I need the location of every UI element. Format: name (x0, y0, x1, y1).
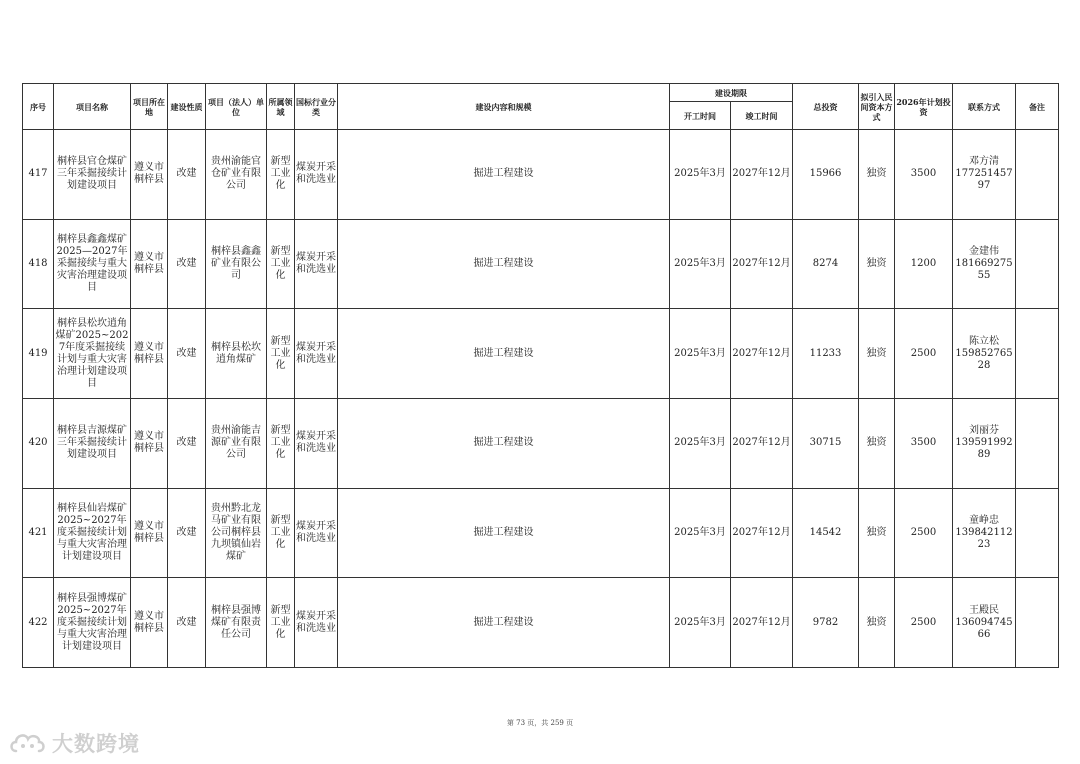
cell-remark (1016, 130, 1059, 220)
cell-project-name: 桐梓县松坎逍角煤矿2025~2027年度采掘接续计划与重大灾害治理计划建设项目 (54, 309, 131, 399)
cell-private-capital: 独资 (859, 130, 895, 220)
cell-industry: 煤炭开采和洗选业 (295, 219, 338, 309)
header-plan-2026: 2026年计划投资 (895, 84, 953, 130)
cell-location: 遵义市桐梓县 (131, 219, 168, 309)
contact-phone: 13609474566 (955, 616, 1013, 640)
contact-name: 金建伟 (969, 245, 999, 257)
cell-location: 遵义市桐梓县 (131, 488, 168, 578)
cell-plan-2026: 3500 (895, 398, 953, 488)
cell-seq: 420 (23, 398, 54, 488)
cell-plan-2026: 1200 (895, 219, 953, 309)
cell-end: 2027年12月 (731, 130, 793, 220)
cell-project-name: 桐梓县吉源煤矿三年采掘接续计划建设项目 (54, 398, 131, 488)
cell-location: 遵义市桐梓县 (131, 309, 168, 399)
cell-investment: 8274 (793, 219, 859, 309)
cell-remark (1016, 219, 1059, 309)
header-start: 开工时间 (670, 102, 731, 130)
cell-nature: 改建 (168, 578, 206, 668)
cell-content: 掘进工程建设 (338, 219, 670, 309)
header-end: 竣工时间 (731, 102, 793, 130)
cell-private-capital: 独资 (859, 398, 895, 488)
cell-plan-2026: 3500 (895, 130, 953, 220)
table-row (23, 219, 1059, 309)
header-industry: 国标行业分类 (295, 84, 338, 130)
cell-seq: 419 (23, 309, 54, 399)
table-row (23, 578, 1059, 668)
cell-private-capital: 独资 (859, 578, 895, 668)
cell-contact (953, 130, 1016, 220)
cell-nature: 改建 (168, 219, 206, 309)
contact-phone: 13959199289 (955, 437, 1013, 461)
cell-plan-2026: 2500 (895, 309, 953, 399)
cell-legal-unit: 桐梓县强博煤矿有限责任公司 (206, 578, 267, 668)
cell-content: 掘进工程建设 (338, 488, 670, 578)
cell-content: 掘进工程建设 (338, 578, 670, 668)
watermark-text: 大数跨境 (52, 732, 140, 756)
cell-investment: 14542 (793, 488, 859, 578)
cell-nature: 改建 (168, 398, 206, 488)
header-contact: 联系方式 (953, 84, 1016, 130)
cell-remark (1016, 488, 1059, 578)
cell-start: 2025年3月 (670, 578, 731, 668)
cell-remark (1016, 309, 1059, 399)
cell-investment: 11233 (793, 309, 859, 399)
cell-content: 掘进工程建设 (338, 309, 670, 399)
cell-location: 遵义市桐梓县 (131, 398, 168, 488)
header-seq: 序号 (23, 84, 54, 130)
cell-start: 2025年3月 (670, 309, 731, 399)
cell-seq: 417 (23, 130, 54, 220)
project-table (22, 83, 1059, 668)
header-location: 项目所在地 (131, 84, 168, 130)
cell-seq: 422 (23, 578, 54, 668)
cell-end: 2027年12月 (731, 578, 793, 668)
contact-name: 陈立松 (969, 335, 999, 347)
cell-start: 2025年3月 (670, 488, 731, 578)
cell-contact (953, 578, 1016, 668)
watermark (8, 728, 140, 758)
contact-phone: 17725145797 (955, 168, 1013, 192)
cell-remark (1016, 578, 1059, 668)
header-content: 建设内容和规模 (338, 84, 670, 130)
cell-content: 掘进工程建设 (338, 398, 670, 488)
cell-industry: 煤炭开采和洗选业 (295, 398, 338, 488)
contact-name: 王殿民 (969, 604, 999, 616)
cell-seq: 421 (23, 488, 54, 578)
contact-name: 童峥忠 (969, 514, 999, 526)
header-remark: 备注 (1016, 84, 1059, 130)
header-legal-unit: 项目（法人）单位 (206, 84, 267, 130)
cell-location: 遵义市桐梓县 (131, 578, 168, 668)
cell-nature: 改建 (168, 309, 206, 399)
cell-investment: 15966 (793, 130, 859, 220)
cell-contact (953, 309, 1016, 399)
page-footer: 第 73 页，共 259 页 (506, 719, 574, 727)
cell-legal-unit: 贵州渝能官仓矿业有限公司 (206, 130, 267, 220)
project-table-sheet (22, 83, 1058, 668)
contact-name: 刘丽芬 (969, 425, 999, 437)
contact-phone: 18166927555 (955, 257, 1013, 281)
header-investment: 总投资 (793, 84, 859, 130)
header-nature: 建设性质 (168, 84, 206, 130)
cell-legal-unit: 桐梓县松坎逍角煤矿 (206, 309, 267, 399)
cell-field: 新型工业化 (267, 578, 295, 668)
header-period: 建设期限 (670, 84, 793, 102)
cell-start: 2025年3月 (670, 398, 731, 488)
header-row-1 (23, 84, 1059, 102)
cell-legal-unit: 桐梓县鑫鑫矿业有限公司 (206, 219, 267, 309)
cloud-logo-icon (8, 729, 48, 757)
cell-field: 新型工业化 (267, 488, 295, 578)
cell-end: 2027年12月 (731, 488, 793, 578)
table-row (23, 488, 1059, 578)
contact-phone: 15985276528 (955, 347, 1013, 371)
cell-industry: 煤炭开采和洗选业 (295, 309, 338, 399)
table-row (23, 398, 1059, 488)
cell-field: 新型工业化 (267, 130, 295, 220)
cell-investment: 9782 (793, 578, 859, 668)
cell-project-name: 桐梓县鑫鑫煤矿2025—2027年采掘接续与重大灾害治理建设项目 (54, 219, 131, 309)
cell-end: 2027年12月 (731, 309, 793, 399)
cell-private-capital: 独资 (859, 309, 895, 399)
cell-remark (1016, 398, 1059, 488)
cell-plan-2026: 2500 (895, 578, 953, 668)
cell-content: 掘进工程建设 (338, 130, 670, 220)
cell-industry: 煤炭开采和洗选业 (295, 488, 338, 578)
cell-industry: 煤炭开采和洗选业 (295, 578, 338, 668)
cell-field: 新型工业化 (267, 398, 295, 488)
cell-location: 遵义市桐梓县 (131, 130, 168, 220)
cell-contact (953, 488, 1016, 578)
cell-field: 新型工业化 (267, 309, 295, 399)
cell-legal-unit: 贵州黔北龙马矿业有限公司桐梓县九坝镇仙岩煤矿 (206, 488, 267, 578)
cell-nature: 改建 (168, 488, 206, 578)
header-project-name: 项目名称 (54, 84, 131, 130)
contact-name: 邓方清 (969, 156, 999, 168)
table-row (23, 130, 1059, 220)
cell-private-capital: 独资 (859, 488, 895, 578)
header-private-capital: 拟引入民间资本方式 (859, 84, 895, 130)
cell-legal-unit: 贵州渝能吉源矿业有限公司 (206, 398, 267, 488)
cell-contact (953, 398, 1016, 488)
cell-project-name: 桐梓县强博煤矿2025~2027年度采掘接续计划与重大灾害治理计划建设项目 (54, 578, 131, 668)
cell-seq: 418 (23, 219, 54, 309)
cell-project-name: 桐梓县官仓煤矿三年采掘接续计划建设项目 (54, 130, 131, 220)
cell-project-name: 桐梓县仙岩煤矿2025~2027年度采掘接续计划与重大灾害治理计划建设项目 (54, 488, 131, 578)
cell-start: 2025年3月 (670, 130, 731, 220)
table-row (23, 309, 1059, 399)
cell-nature: 改建 (168, 130, 206, 220)
cell-private-capital: 独资 (859, 219, 895, 309)
cell-contact (953, 219, 1016, 309)
cell-field: 新型工业化 (267, 219, 295, 309)
cell-plan-2026: 2500 (895, 488, 953, 578)
header-field: 所属领域 (267, 84, 295, 130)
cell-end: 2027年12月 (731, 219, 793, 309)
contact-phone: 13984211223 (955, 526, 1013, 550)
cell-investment: 30715 (793, 398, 859, 488)
cell-start: 2025年3月 (670, 219, 731, 309)
cell-industry: 煤炭开采和洗选业 (295, 130, 338, 220)
cell-end: 2027年12月 (731, 398, 793, 488)
